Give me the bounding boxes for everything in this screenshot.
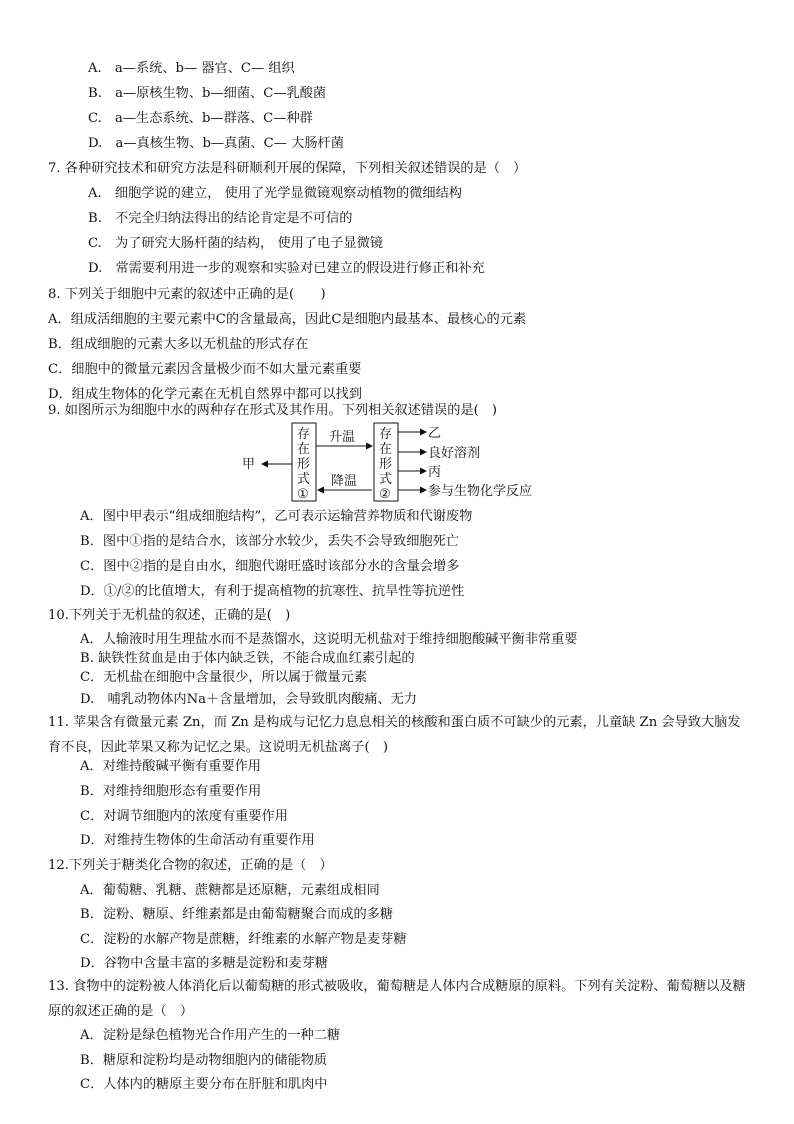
q9-stem: 9. 如图所示为细胞中水的两种存在形式及其作用。下列相关叙述错误的是( )	[48, 403, 498, 418]
box1-char-2: 在	[297, 442, 311, 457]
q12-option-d: D．谷物中含量丰富的多糖是淀粉和麦芽糖	[80, 956, 328, 971]
box1-char-4: 式	[297, 472, 311, 487]
box2-char-5: ②	[379, 487, 391, 502]
q8-stem: 8. 下列关于细胞中元素的叙述中正确的是( )	[48, 287, 326, 302]
q12-option-c: C．淀粉的水解产物是蔗糖，纤维素的水解产物是麦芽糖	[80, 932, 407, 947]
q11-option-d: D．对维持生物体的生命活动有重要作用	[80, 833, 315, 848]
q8-option-c: C．细胞中的微量元素因含量极少而不如大量元素重要	[48, 362, 362, 377]
q10-option-b: B. 缺铁性贫血是由于体内缺乏铁，不能合成血红素引起的	[80, 651, 415, 666]
q7-option-b: B. 不完全归纳法得出的结论肯定是不可信的	[88, 211, 353, 226]
label-cool: 降温	[331, 474, 358, 489]
q7-option-d: D. 常需要利用进一步的观察和实验对已建立的假设进行修正和补充	[88, 261, 485, 276]
q11-stem: 11. 苹果含有微量元素 Zn，而 Zn 是构成与记忆力息息相关的核酸和蛋白质不可缺少的元素，儿童缺 Zn 会导致大脑发育不良，因此苹果又称为记忆之果。这说明无机盐离子( )	[48, 715, 741, 755]
diagram-label-jia: 甲	[242, 457, 256, 472]
q13-option-c: C．人体内的糖原主要分布在肝脏和肌肉中	[80, 1077, 328, 1092]
box2-char-2: 在	[379, 442, 393, 457]
q8-option-a: A．组成活细胞的主要元素中C的含量最高，因此C是细胞内最基本、最核心的元素	[48, 312, 527, 327]
q7-option-c: C. 为了研究大肠杆菌的结构， 使用了电子显微镜	[88, 236, 383, 251]
q6-option-c: C. a—生态系统、b—群落、C—种群	[88, 111, 313, 126]
q11-option-c: C．对调节细胞内的浓度有重要作用	[80, 809, 288, 824]
q11-option-b: B．对维持细胞形态有重要作用	[80, 784, 262, 799]
q6-option-d: D. a—真核生物、b—真菌、C— 大肠杆菌	[88, 136, 344, 151]
box1-char-3: 形	[297, 457, 311, 472]
water-forms-diagram	[240, 420, 560, 506]
box2-char-3: 形	[379, 457, 393, 472]
q13-option-b: B．糖原和淀粉均是动物细胞内的储能物质	[80, 1053, 328, 1068]
q7-stem: 7. 各种研究技术和研究方法是科研顺利开展的保障，下列相关叙述错误的是（ ）	[48, 161, 527, 176]
q11-option-a: A．对维持酸碱平衡有重要作用	[80, 759, 261, 774]
label-heat: 升温	[329, 430, 356, 445]
q6-option-a: A. a—系统、b— 器官、C— 组织	[88, 61, 295, 76]
q13-option-a: A．淀粉是绿色植物光合作用产生的一种二糖	[80, 1028, 341, 1043]
output-reaction: 参与生物化学反应	[428, 484, 533, 499]
q9-option-c: C．图中②指的是自由水，细胞代谢旺盛时该部分水的含量会增多	[80, 559, 460, 574]
q12-option-b: B．淀粉、糖原、纤维素都是由葡萄糖聚合而成的多糖	[80, 907, 394, 922]
box2-char-1: 存	[379, 427, 393, 442]
box1-char-5: ①	[297, 487, 309, 502]
q10-option-a: A．人输液时用生理盐水而不是蒸馏水，这说明无机盐对于维持细胞酸碱平衡非常重要	[80, 632, 578, 647]
q9-option-a: A．图中甲表示“组成细胞结构”，乙可表示运输营养物质和代谢废物	[80, 509, 473, 524]
q8-option-d: D．组成生物体的化学元素在无机自然界中都可以找到	[48, 387, 362, 402]
box1-char-1: 存	[297, 427, 311, 442]
box2-char-4: 式	[379, 472, 393, 487]
output-solvent: 良好溶剂	[428, 446, 481, 461]
q6-option-b: B. a—原核生物、b—细菌、C—乳酸菌	[88, 86, 327, 101]
q9-option-b: B．图中①指的是结合水，该部分水较少，丢失不会导致细胞死亡	[80, 534, 459, 549]
q10-stem: 10.下列关于无机盐的叙述，正确的是( )	[48, 608, 291, 623]
output-yi: 乙	[428, 426, 442, 441]
q8-option-b: B．组成细胞的元素大多以无机盐的形式存在	[48, 337, 309, 352]
q7-option-a: A. 细胞学说的建立， 使用了光学显微镜观察动植物的微细结构	[88, 186, 462, 201]
q10-option-d: D. 哺乳动物体内Na＋含量增加，会导致肌肉酸痛、无力	[80, 692, 418, 707]
q10-option-c: C．无机盐在细胞中含量很少，所以属于微量元素	[80, 670, 368, 685]
q13-stem: 13. 食物中的淀粉被人体消化后以葡萄糖的形式被吸收，葡萄糖是人体内合成糖原的原料。下列有关淀粉、葡萄糖以及糖原的叙述正确的是（ ）	[48, 979, 746, 1019]
q12-option-a: A．葡萄糖、乳糖、蔗糖都是还原糖，元素组成相同	[80, 883, 380, 898]
q9-option-d: D．①/②的比值增大，有利于提高植物的抗寒性、抗旱性等抗逆性	[80, 584, 465, 599]
q12-stem: 12.下列关于糖类化合物的叙述，正确的是（ ）	[48, 858, 333, 873]
output-bing: 丙	[428, 465, 442, 480]
